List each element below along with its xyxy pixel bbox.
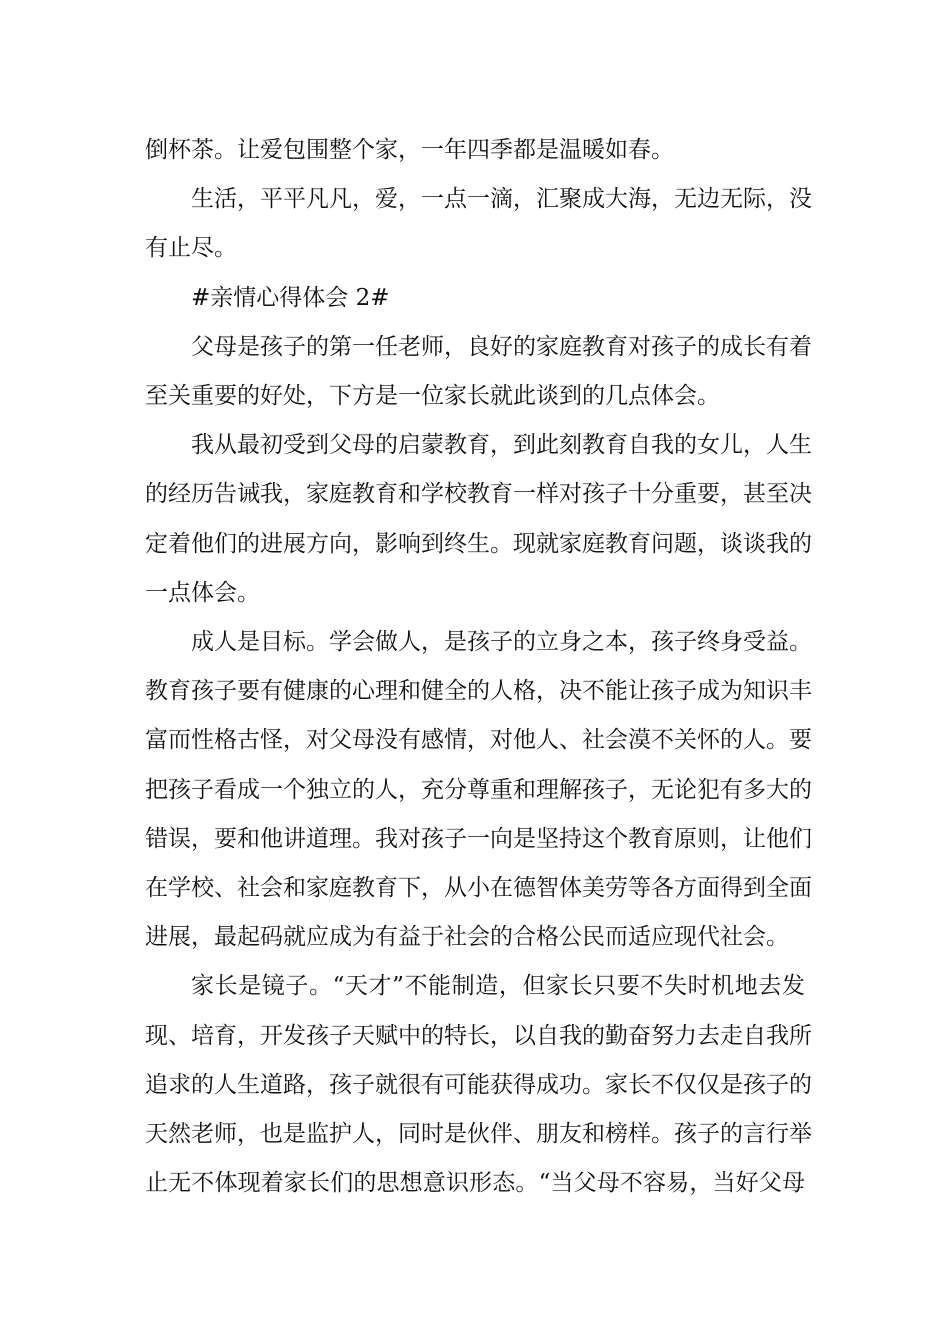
document-body: [145, 126, 812, 1208]
text-line: 追求的人生道路，孩子就很有可能获得成功。家长不仅仅是孩子的: [145, 1071, 812, 1098]
paragraph-1: [145, 126, 805, 175]
text-line: 父母是孩子的第一任老师，良好的家庭教育对孩子的成长有着: [191, 333, 812, 360]
text-line: 家长是镜子。“天才”不能制造，但家长只要不失时机地去发: [191, 973, 805, 1000]
text-line: 成人是目标。学会做人，是孩子的立身之本，孩子终身受益。: [191, 629, 812, 656]
text-line: 进展，最起码就应成为有益于社会的合格公民而适应现代社会。: [145, 924, 789, 951]
text-line: 错误，要和他讲道理。我对孩子一向是坚持这个教育原则，让他们: [145, 825, 812, 852]
text-line: 生活，平平凡凡，爱，一点一滴，汇聚成大海，无边无际，没: [191, 186, 812, 213]
text-line: 把孩子看成一个独立的人，充分尊重和理解孩子，无论犯有多大的: [145, 776, 812, 803]
paragraph-2: [145, 175, 812, 273]
text-line: 一点体会。: [145, 579, 260, 606]
text-line: 有止尽。: [145, 235, 237, 262]
text-line: 富而性格古怪，对父母没有感情，对他人、社会漠不关怀的人。要: [145, 727, 812, 754]
text-line: 天然老师，也是监护人，同时是伙伴、朋友和榜样。孩子的言行举: [145, 1121, 812, 1148]
text-line: 止无不体现着家长们的思想意识形态。“当父母不容易，当好父母: [145, 1170, 805, 1197]
section-heading: [145, 274, 805, 323]
text-line: 至关重要的好处，下方是一位家长就此谈到的几点体会。: [145, 383, 720, 410]
text-line: 我从最初受到父母的启蒙教育，到此刻教育自我的女儿，人生: [191, 432, 812, 459]
text-line: 的经历告诫我，家庭教育和学校教育一样对孩子十分重要，甚至决: [145, 481, 812, 508]
paragraph-6: [145, 962, 812, 1208]
text-line: 在学校、社会和家庭教育下，从小在德智体美劳等各方面得到全面: [145, 875, 812, 902]
text-line: 教育孩子要有健康的心理和健全的人格，决不能让孩子成为知识丰: [145, 678, 812, 705]
text-line: 现、培育，开发孩子天赋中的特长，以自我的勤奋努力去走自我所: [145, 1022, 812, 1049]
paragraph-3: [145, 323, 812, 421]
text-line: 定着他们的进展方向，影响到终生。现就家庭教育问题，谈谈我的: [145, 530, 812, 557]
paragraph-5: [145, 618, 812, 962]
text-line: #亲情心得体会 2#: [191, 284, 390, 311]
paragraph-4: [145, 421, 812, 618]
text-line: 倒杯茶。让爱包围整个家，一年四季都是温暖如春。: [145, 137, 674, 163]
